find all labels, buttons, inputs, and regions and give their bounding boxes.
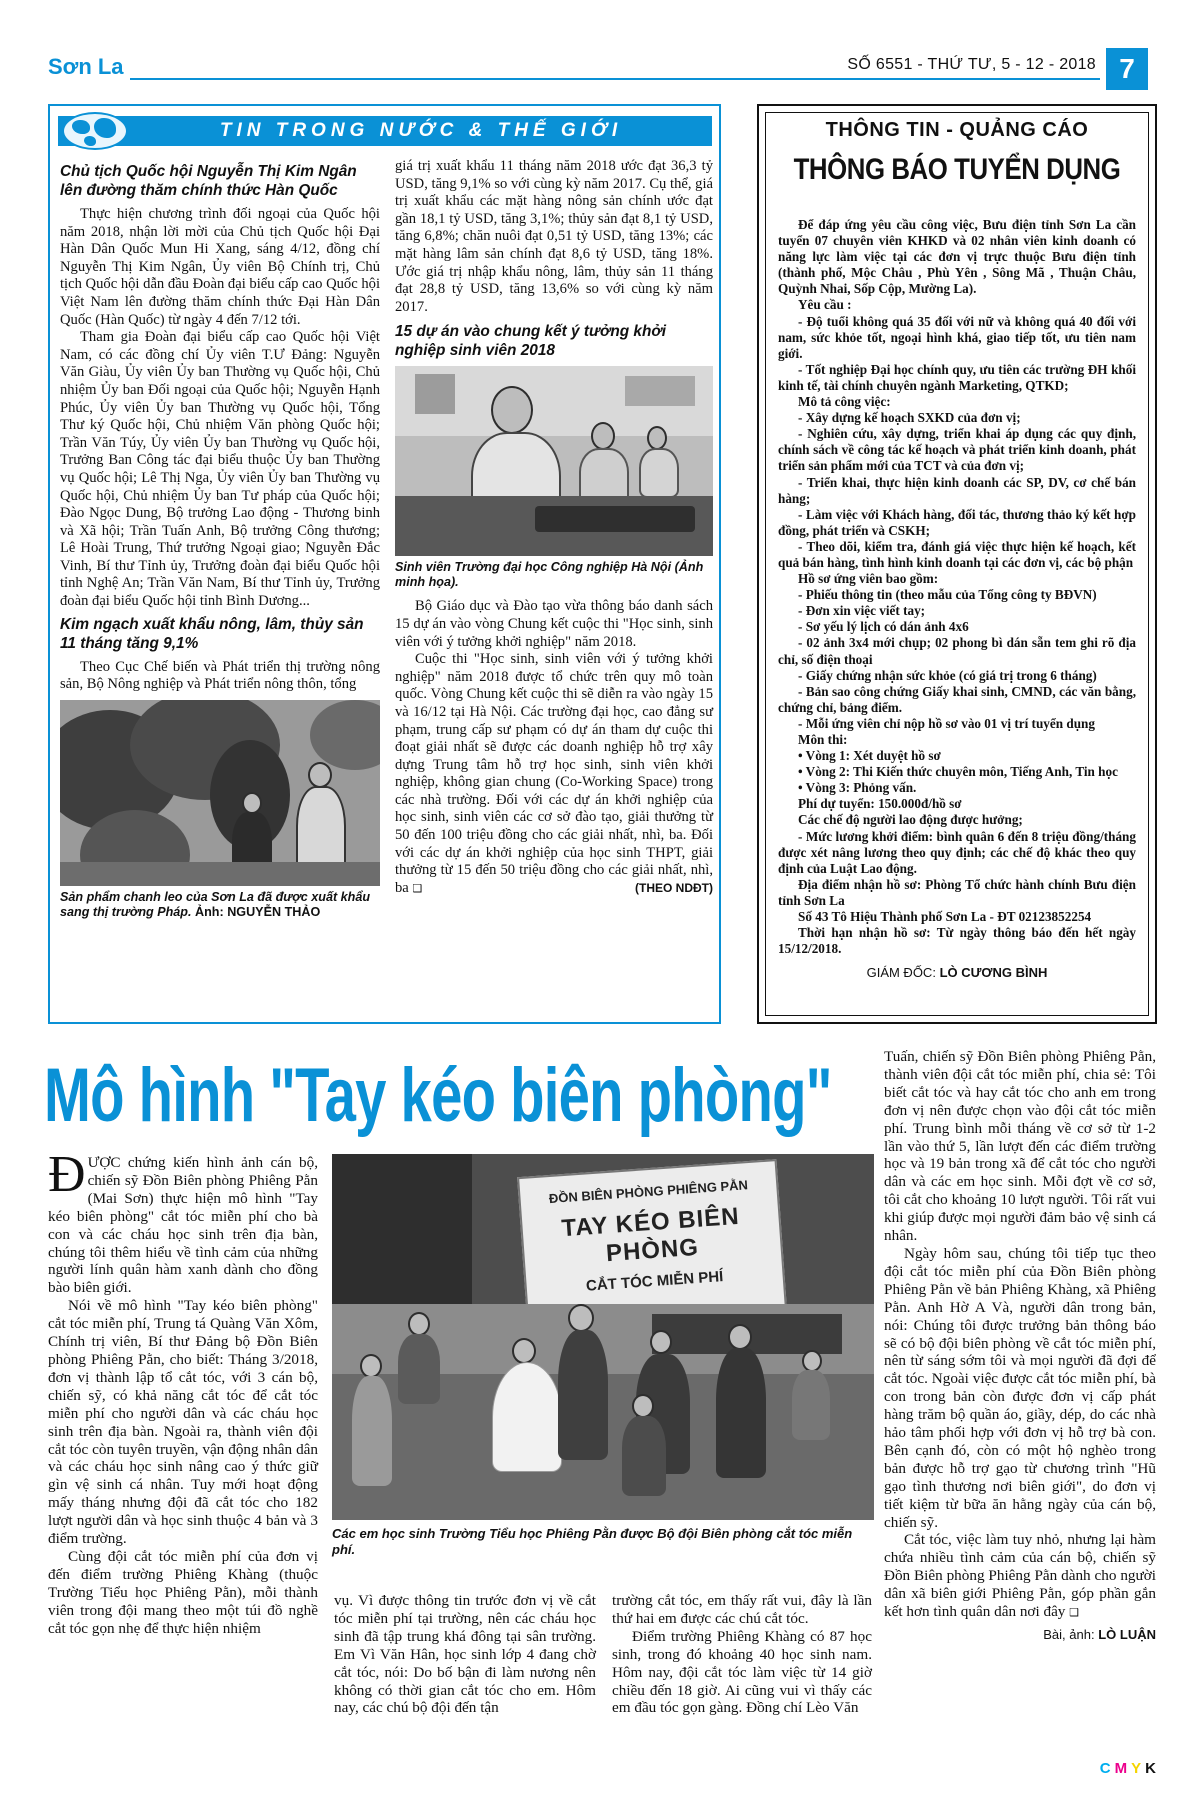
feature-paragraph: Điểm trường Phiêng Khàng có 87 học sinh, trong đó khoảng 40 học sinh nam. Hôm nay, đội cắt tóc làm việc từ 14 giờ chiều đến 18 giờ. Ai cũng vui vì thấy các em đầu tóc gọn gàng. Đồng chí Lèo Văn: [612, 1627, 872, 1717]
ad-list-item: • Vòng 1: Xét duyệt hồ sơ: [798, 748, 941, 764]
end-mark: ❑: [1069, 1606, 1080, 1620]
article-headline: Kim ngạch xuất khẩu nông, lâm, thủy sản 11 tháng tăng 9,1%: [60, 615, 364, 652]
masthead: [48, 48, 1158, 90]
feature-title: Mô hình "Tay kéo biên phòng": [44, 1053, 832, 1138]
feature-column-1: [48, 1146, 318, 1637]
photo-banner-line: ĐỒN BIÊN PHÒNG PHIÊNG PẰN: [548, 1177, 749, 1207]
ad-frame: [765, 112, 1149, 1016]
globe-icon: [62, 112, 128, 150]
ad-list-item: - Mức lương khởi điểm: bình quân 6 đến 8 triệu đồng/tháng được xét nâng lương theo quy định; các chế độ khác theo quy định của Luật Lao động.: [778, 828, 1136, 876]
article-headline: 15 dự án vào chung kết ý tưởng khởi nghiệp sinh viên 2018: [395, 323, 666, 360]
feature-paragraph: Tuấn, chiến sỹ Đồn Biên phòng Phiêng Pằn, thành viên đội cắt tóc miễn phí, chia sẻ: Tôi biết cắt tóc và hay cắt tóc cho anh em trong đơn vị nên được chọn vào đội cắt tóc miễn phí. Trung bình mỗi tháng về cơ sở từ 1-2 lần vào thứ 5, lần lượt đến các điểm trường học và 19 bản trong xã để cắt tóc cho người dân và các em học sinh. Mỗi đợt về cơ sở, tôi cắt cho khoảng 10 lượt người. Tôi rất vui khi giúp được mọi người đảm bảo vệ sinh cá nhân.: [884, 1048, 1156, 1245]
header-rule: [130, 78, 1100, 80]
photo-banner-line: CẮT TÓC MIỄN PHÍ: [585, 1268, 724, 1295]
ad-list-item: - Xây dựng kế hoạch SXKD của đơn vị;: [798, 410, 1021, 426]
ad-deadline: Thời hạn nhận hồ sơ: Từ ngày thông báo đến hết ngày 15/12/2018.: [778, 925, 1136, 957]
article-paragraph: Thực hiện chương trình đối ngoại của Quốc hội năm 2018, nhận lời mời của Chủ tịch Quốc hội Đại Hàn Dân Quốc Mun Hi Xang, sáng 4/12, đồng chí Nguyễn Thị Kim Ngân, Ủy viên Bộ Chính trị, Chủ tịch Quốc hội dẫn đầu Đoàn đại biểu cấp cao Quốc hội Việt Nam lên đường thăm chính thức Đại Hàn Dân Quốc (Hàn Quốc) từ ngày 4 đến 7/12 tới.: [60, 206, 380, 328]
photo-banner-line: TAY KÉO BIÊN PHÒNG: [560, 1202, 741, 1268]
ad-tag: THÔNG TIN - QUẢNG CÁO: [825, 119, 1089, 141]
ad-list-item: - Sơ yếu lý lịch có dán ảnh 4x6: [798, 619, 969, 635]
issue-info: SỐ 6551 - THỨ TƯ, 5 - 12 - 2018: [847, 56, 1096, 73]
cmyk-k: K: [1145, 1760, 1160, 1777]
ad-body: [778, 217, 1136, 981]
ad-section: [757, 104, 1157, 1024]
signer-name: LÒ CƯƠNG BÌNH: [939, 965, 1048, 981]
byline-label: Bài, ảnh:: [1043, 1627, 1095, 1642]
end-mark: ❑: [412, 881, 423, 895]
feature-paragraph: Nói về mô hình "Tay kéo biên phòng" cắt tóc miễn phí, Trung tá Quàng Văn Xôm, Chính trị viên, Bí thư Đảng bộ Đồn Biên phòng Phiêng Pằn, cho biết: Tháng 3/2018, đơn vị thành lập tổ cắt tóc, với 3 cán bộ, chiến sỹ, có khả năng cắt tóc để cắt tóc miễn phí cho người dân và các cháu học sinh trên địa bàn. Ngoài ra, thành viên đội cắt tóc còn tuyên truyền, vận động nhân dân và các cháu học sinh nâng cao ý thức giữ gìn vệ sinh cá nhân. Tuy mới hoạt động mấy tháng nhưng đội đã cắt tóc cho 182 lượt người dân và học sinh thuộc 4 bản và 3 điểm trường.: [48, 1297, 318, 1548]
feature-column-2: [334, 1592, 596, 1717]
ad-subheading: Môn thi:: [798, 732, 848, 747]
news-banner: [58, 116, 712, 146]
ad-list-item: - Giấy chứng nhận sức khỏe (có giá trị trong 6 tháng): [798, 667, 1097, 683]
article-paragraph: Theo Cục Chế biến và Phát triển thị trường nông sản, Bộ Nông nghiệp và Phát triển nông thôn, tổng: [60, 658, 380, 693]
cmyk-marks: [1100, 1760, 1160, 1777]
cmyk-c: C: [1099, 1760, 1115, 1777]
byline: [884, 1626, 1156, 1644]
photo-banner: [517, 1159, 787, 1327]
ad-list-item: - Làm việc với Khách hàng, đối tác, thương thảo ký kết hợp đồng, phát triển và CSKH;: [778, 506, 1136, 538]
news-banner-title: TIN TRONG NƯỚC & THẾ GIỚI: [219, 120, 623, 141]
ad-subheading: Các chế độ người lao động được hưởng;: [798, 812, 1023, 828]
news-section: [48, 104, 721, 1024]
ad-place: Địa điểm nhận hồ sơ: Phòng Tổ chức hành chính Bưu điện tỉnh Sơn La: [778, 876, 1136, 908]
cmyk-y: Y: [1131, 1760, 1146, 1777]
ad-subheading: Yêu cầu :: [798, 297, 852, 313]
ad-list-item: • Vòng 2: Thi Kiến thức chuyên môn, Tiếng Anh, Tin học: [798, 764, 1118, 780]
ad-address: Số 43 Tô Hiệu Thành phố Sơn La - ĐT 02123852254: [798, 909, 1092, 925]
ad-list-item: - Mỗi ứng viên chỉ nộp hồ sơ vào 01 vị trí tuyển dụng: [798, 715, 1095, 731]
ad-list-item: - Đơn xin việc viết tay;: [798, 603, 926, 619]
ad-title: THÔNG BÁO TUYỂN DỤNG: [793, 153, 1121, 186]
article-paragraph: giá trị xuất khẩu 11 tháng năm 2018 ước đạt 36,3 tỷ USD, tăng 9,1% so với cùng kỳ năm 2017. Cụ thể, giá trị xuất khẩu các mặt hàng nông sản chính ước đạt gần 18,1 tỷ USD, tăng 3,1%; thủy sản đạt 8,1 tỷ USD, tăng 6,8%; chăn nuôi đạt 0,51 tỷ USD, tăng 13%; các mặt hàng lâm sản chính đạt 8,6 tỷ USD, tăng 18%. Ước giá trị nhập khẩu nông, lâm, thủy sản 11 tháng đạt 28,8 tỷ USD, tăng 13,6% so với cùng kỳ năm 2017.: [395, 158, 713, 315]
paragraph-text: Cắt tóc, việc làm tuy nhỏ, nhưng lại hàm chứa nhiều tình cảm của cán bộ, chiến sỹ Đồn Biên phòng Phiêng Pằn dành cho người dân xã biên giới Phiêng Pằn, góp phần gắn kết hơn tình quân dân nơi đây: [884, 1531, 1156, 1621]
article-paragraph: Bộ Giáo dục và Đào tạo vừa thông báo danh sách 15 dự án vào vòng Chung kết cuộc thi "Học sinh, sinh viên với ý tưởng khởi nghiệp" năm 2018.: [395, 598, 713, 650]
feature-paragraph: Cùng đội cắt tóc miễn phí của đơn vị đến điểm trường Phiêng Khàng (thuộc Trường Tiểu học Phiêng Pằn), mỗi thành viên trong đội mang theo một túi đồ nghề cắt tóc gọn nhẹ để thực hiện nhiệm: [48, 1547, 318, 1637]
feature-lead: [48, 1146, 318, 1297]
ad-subheading: Hồ sơ ứng viên bao gồm:: [798, 571, 939, 587]
feature-paragraph: vụ. Vì được thông tin trước đơn vị về cắt tóc miễn phí tại trường, nên các cháu học sinh đã tập trung khá đông tại sân trường. Em Vì Văn Hân, học sinh lớp 4 đang chờ cắt tóc, nói: Do bố bận đi làm nương nên không có thời gian cắt tóc cho em. Hôm nay, các chú bộ đội đến tận: [334, 1592, 596, 1717]
students-lab-photo: [395, 366, 713, 556]
signer-label: GIÁM ĐỐC:: [866, 965, 936, 981]
ad-list-item: • Vòng 3: Phỏng vấn.: [798, 780, 917, 796]
ad-paragraph: - Độ tuổi không quá 35 đối với nữ và không quá 40 đối với nam, sức khỏe tốt, ngoại hình khá, giao tiếp tốt, ưu tiên nam giới.: [778, 313, 1136, 361]
dropcap: Đ: [48, 1146, 86, 1203]
haircut-photo: [332, 1154, 874, 1520]
article-headline: Chủ tịch Quốc hội Nguyễn Thị Kim Ngân lên đường thăm chính thức Hàn Quốc: [60, 163, 357, 199]
ad-paragraph: Để đáp ứng yêu cầu công việc, Bưu điện tỉnh Sơn La cần tuyển 07 chuyên viên KHKD và 02 nhân viên kinh doanh có năng lực làm việc tại các đơn vị trực thuộc Bưu điện tỉnh (thành phố, Mộc Châu , Phù Yên , Sông Mã , Thuận Châu, Quỳnh Nhai, Sốp Cộp, Mường La).: [778, 217, 1136, 297]
ad-list-item: - Phiếu thông tin (theo mẫu của Tổng công ty BĐVN): [798, 587, 1097, 603]
cmyk-m: M: [1114, 1760, 1132, 1777]
ad-signature: [778, 965, 1136, 981]
byline-author: LÒ LUẬN: [1098, 1627, 1156, 1642]
photo-caption: Sinh viên Trường đại học Công nghiệp Hà Nội (Ảnh minh họa).: [395, 560, 704, 590]
ad-list-item: - Theo dõi, kiểm tra, đánh giá việc thực hiện kế hoạch, kết quả bán hàng, tình hình kinh doanh tại các đơn vị, các bộ phận: [778, 538, 1136, 570]
passion-fruit-photo: [60, 700, 380, 886]
article-paragraph: [395, 651, 713, 897]
ad-list-item: - Nghiên cứu, xây dựng, triển khai áp dụng các quy định, chính sách về công tác kế hoạch và phát triển kinh doanh, phát triển sản phẩm mới của TCT và của đơn vị;: [778, 426, 1136, 474]
ad-paragraph: - Tốt nghiệp Đại học chính quy, ưu tiên các trường ĐH khối kinh tế, tài chính chuyên ngành Marketing, QTKD;: [778, 361, 1136, 393]
feature-paragraph: trường cắt tóc, em thấy rất vui, đây là lần thứ hai em được các chú cắt tóc.: [612, 1592, 872, 1627]
credit-label: Ảnh:: [195, 904, 224, 919]
photo-credit: NGUYỄN THẢO: [227, 904, 321, 919]
feature-paragraph: Ngày hôm sau, chúng tôi tiếp tục theo đội cắt tóc miễn phí của Đồn Biên phòng Phiêng Pằn về bản Phiêng Khàng, xã Phiêng Pằn. Anh Hờ A Và, người dân trong bản, nói: Chúng tôi được trưởng bản thông báo sẽ có bộ đội biên phòng về cắt tóc miễn phí, nên từ sáng sớm tôi và mọi người đã đợi để cắt tóc. Ngoài việc được cắt tóc miễn phí, bà con trong bản còn được đơn vị cấp phát hàng trăm bộ quần áo, giầy, dép, do các nhà hảo tâm phối hợp với đơn vị hỗ trợ bà con. Bên cạnh đó, còn có một hộ nghèo trong bản được hỗ trợ gạo từ chương trình "Hũ gạo tình thương nơi biên giới", do đơn vị tiết kiệm từ bữa ăn hằng ngày của cán bộ, chiến sỹ.: [884, 1244, 1156, 1531]
ad-list-item: - 02 ảnh 3x4 mới chụp; 02 phong bì dán sẵn tem ghi rõ địa chỉ, số điện thoại: [778, 635, 1136, 667]
feature-paragraph: [884, 1531, 1156, 1622]
feature-column-3: [612, 1592, 872, 1717]
news-column-left: [60, 158, 380, 928]
ad-list-item: - Triển khai, thực hiện kinh doanh các SP, DV, cơ chế bán hàng;: [778, 474, 1136, 506]
article-paragraph: Tham gia Đoàn đại biểu cấp cao Quốc hội Việt Nam, có các đồng chí Ủy viên T.Ư Đảng: Nguyễn Văn Giàu, Ủy viên Ủy ban Thường vụ Quốc hội, Chủ nhiệm Ủy ban Đối ngoại của Quốc hội; Nguyễn Hạnh Phúc, Ủy viên Ủy ban Thường vụ Quốc hội, Tổng Thư ký Quốc hội, Chủ nhiệm Văn phòng Quốc hội; Trần Văn Túy, Ủy viên Ủy ban Thường vụ Quốc hội, Trưởng Ban Công tác đại biểu thuộc Ủy ban Thường vụ Quốc hội; Lê Thị Nga, Ủy viên Ủy ban Thường vụ Quốc hội, Chủ nhiệm Ủy ban Tư pháp của Quốc hội; Đào Ngọc Dung, Bộ trưởng Lao động - Thương binh và Xã hội; Trần Tuấn Anh, Bộ trưởng Công thương; Lê Hoài Trung, Thứ trưởng Ngoại giao; Nguyễn Đắc Vinh, Bí thư Tỉnh ủy, Trưởng đoàn đại biểu Quốc hội tỉnh Nghệ An; Trần Văn Nam, Bí thư Tỉnh ủy, Trưởng đoàn đại biểu Quốc hội tỉnh Bình Dương...: [60, 329, 380, 610]
feature-photo-caption: Các em học sinh Trường Tiểu học Phiêng Pằn được Bộ đội Biên phòng cắt tóc miễn phí.: [332, 1526, 853, 1557]
article-source: (THEO NDĐT): [635, 880, 713, 895]
paragraph-text: Cuộc thi "Học sinh, sinh viên với ý tưởng khởi nghiệp" năm 2018 được tổ chức trên quy mô toàn quốc. Vòng Chung kết cuộc thi sẽ diễn ra vào ngày 15 và 16/12 tại Hà Nội. Các trường đại học, cao đẳng sư phạm, trung cấp sư phạm có dự án tham dự cuộc thi đoạt giải nhất sẽ được các doanh nghiệp hỗ trợ xây dựng Trung tâm hỗ trợ học sinh, sinh viên khởi nghiệp, không gian chung (Co-Working Space) trong các nhà trường. Đối với các dự án khởi nghiệp của học sinh, sinh viên các cơ sở đào tạo, giải thưởng từ 50 đến 100 triệu đồng cho các giải nhất, nhì, ba. Đối với các dự án khởi nghiệp của học sinh THPT, giải thưởng từ 15 đến 50 triệu đồng cho các giải nhất, nhì, ba: [395, 651, 713, 896]
caption-text: Sản phẩm chanh leo của Sơn La đã được xuất khẩu sang thị trường Pháp.: [60, 889, 371, 919]
ad-fee: Phí dự tuyển: 150.000đ/hồ sơ: [798, 796, 962, 812]
paper-name: Sơn La: [48, 54, 124, 79]
page-number: 7: [1106, 48, 1148, 90]
lead-text: ƯỢC chứng kiến hình ảnh cán bộ, chiến sỹ Đồn Biên phòng Phiêng Pằn (Mai Sơn) thực hiện mô hình "Tay kéo biên phòng" cắt tóc miễn phí cho bà con và các cháu học sinh trên địa bàn, chúng tôi thêm hiểu về tình cảm của những người lính quân hàm xanh dành cho đồng bào biên giới.: [48, 1154, 318, 1297]
photo-caption: [60, 890, 380, 920]
news-column-right: [395, 158, 713, 897]
feature-column-right: [884, 1048, 1156, 1644]
ad-list-item: - Bản sao công chứng Giấy khai sinh, CMND, các văn bằng, chứng chỉ, bảng điểm.: [778, 683, 1136, 715]
ad-subheading: Mô tả công việc:: [798, 394, 891, 410]
